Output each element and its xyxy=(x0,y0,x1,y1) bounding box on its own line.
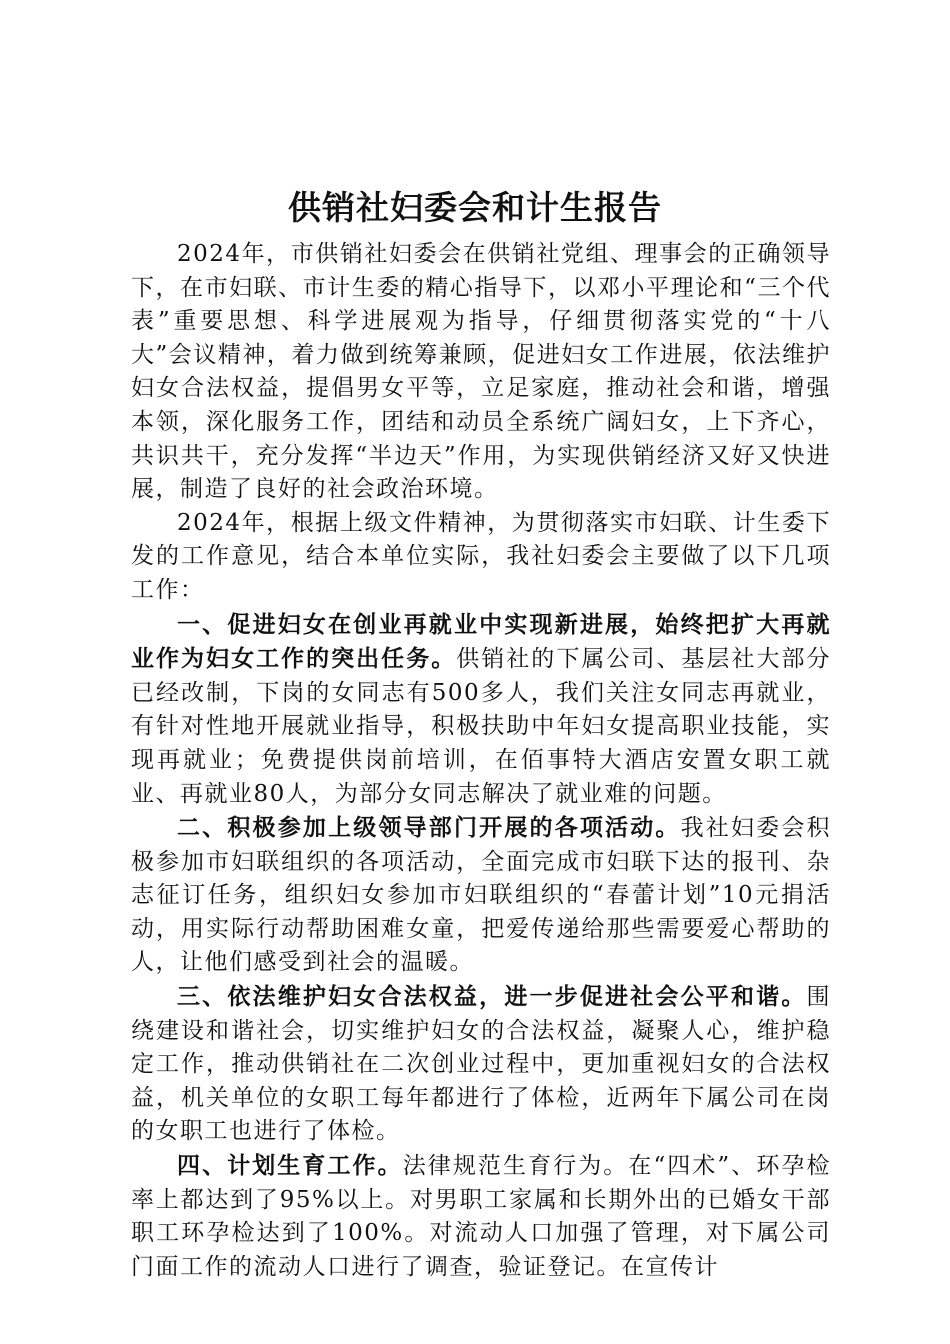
section-heading: 四、计划生育工作。 xyxy=(177,1152,403,1180)
paragraph-text: 我社妇委会积极参加市妇联组织的各项活动，全面完成市妇联下达的报刊、杂志征订任务，组织妇女参加市妇联组织的“春蕾计划”10元捐活动，用实际行动帮助困难女童，把爱传递给那些需要爱心帮助的人，让他们感受到社会的温暖。 xyxy=(131,815,832,976)
paragraph-intro xyxy=(131,238,831,507)
document-title: 供销社妇委会和计生报告 xyxy=(288,188,662,227)
paragraph-overview xyxy=(131,507,831,608)
paragraph-text: 围绕建设和谐社会，切实维护妇女的合法权益，凝聚人心，维护稳定工作，推动供销社在二次创业过程中，更加重视妇女的合法权益，机关单位的女职工每年都进行了体检，近两年下属公司在岗的女职工也进行了体检。 xyxy=(131,984,831,1145)
paragraph-section-1 xyxy=(131,608,831,812)
section-heading: 一、促进妇女在创业再就业中实现新进展，始终把扩大再就业作为妇女工作的突出任务。 xyxy=(131,610,831,673)
document-body xyxy=(131,238,831,1284)
section-heading: 二、积极参加上级领导部门开展的各项活动。 xyxy=(177,814,681,842)
section-heading: 三、依法维护妇女合法权益，进一步促进社会公平和谐。 xyxy=(177,983,807,1011)
paragraph-text: 2024年，根据上级文件精神，为贯彻落实市妇联、计生委下发的工作意见，结合本单位实际，我社妇委会主要做了以下几项工作： xyxy=(131,509,831,603)
paragraph-text: 2024年，市供销社妇委会在供销社党组、理事会的正确领导下，在市妇联、市计生委的精心指导下，以邓小平理论和“三个代表”重要思想、科学进展观为指导，仔细贯彻落实党的“十八大”会议精神，着力做到统筹兼顾，促进妇女工作进展，依法维护妇女合法权益，提倡男女平等，立足家庭，推动社会和谐，增强本领，深化服务工作，团结和动员全系统广阔妇女，上下齐心，共识共干，充分发挥“半边天”作用，为实现供销经济又好又快进展，制造了良好的社会政治环境。 xyxy=(131,241,831,503)
paragraph-section-4 xyxy=(131,1149,831,1284)
paragraph-text: 供销社的下属公司、基层社大部分已经改制，下岗的女同志有500多人，我们关注女同志再就业，有针对性地开展就业指导，积极扶助中年妇女提高职业技能，实现再就业；免费提供岗前培训，在佰事特大酒店安置女职工就业、再就业80人，为部分女同志解决了就业难的问题。 xyxy=(131,646,832,807)
paragraph-section-3 xyxy=(131,980,831,1149)
paragraph-text: 法律规范生育行为。在“四术”、环孕检率上都达到了95%以上。对男职工家属和长期外出的已婚女干部职工环孕检达到了100%。对流动人口加强了管理，对下属公司门面工作的流动人口进行了调查，验证登记。在宣传计 xyxy=(131,1153,831,1280)
paragraph-section-2 xyxy=(131,811,831,980)
